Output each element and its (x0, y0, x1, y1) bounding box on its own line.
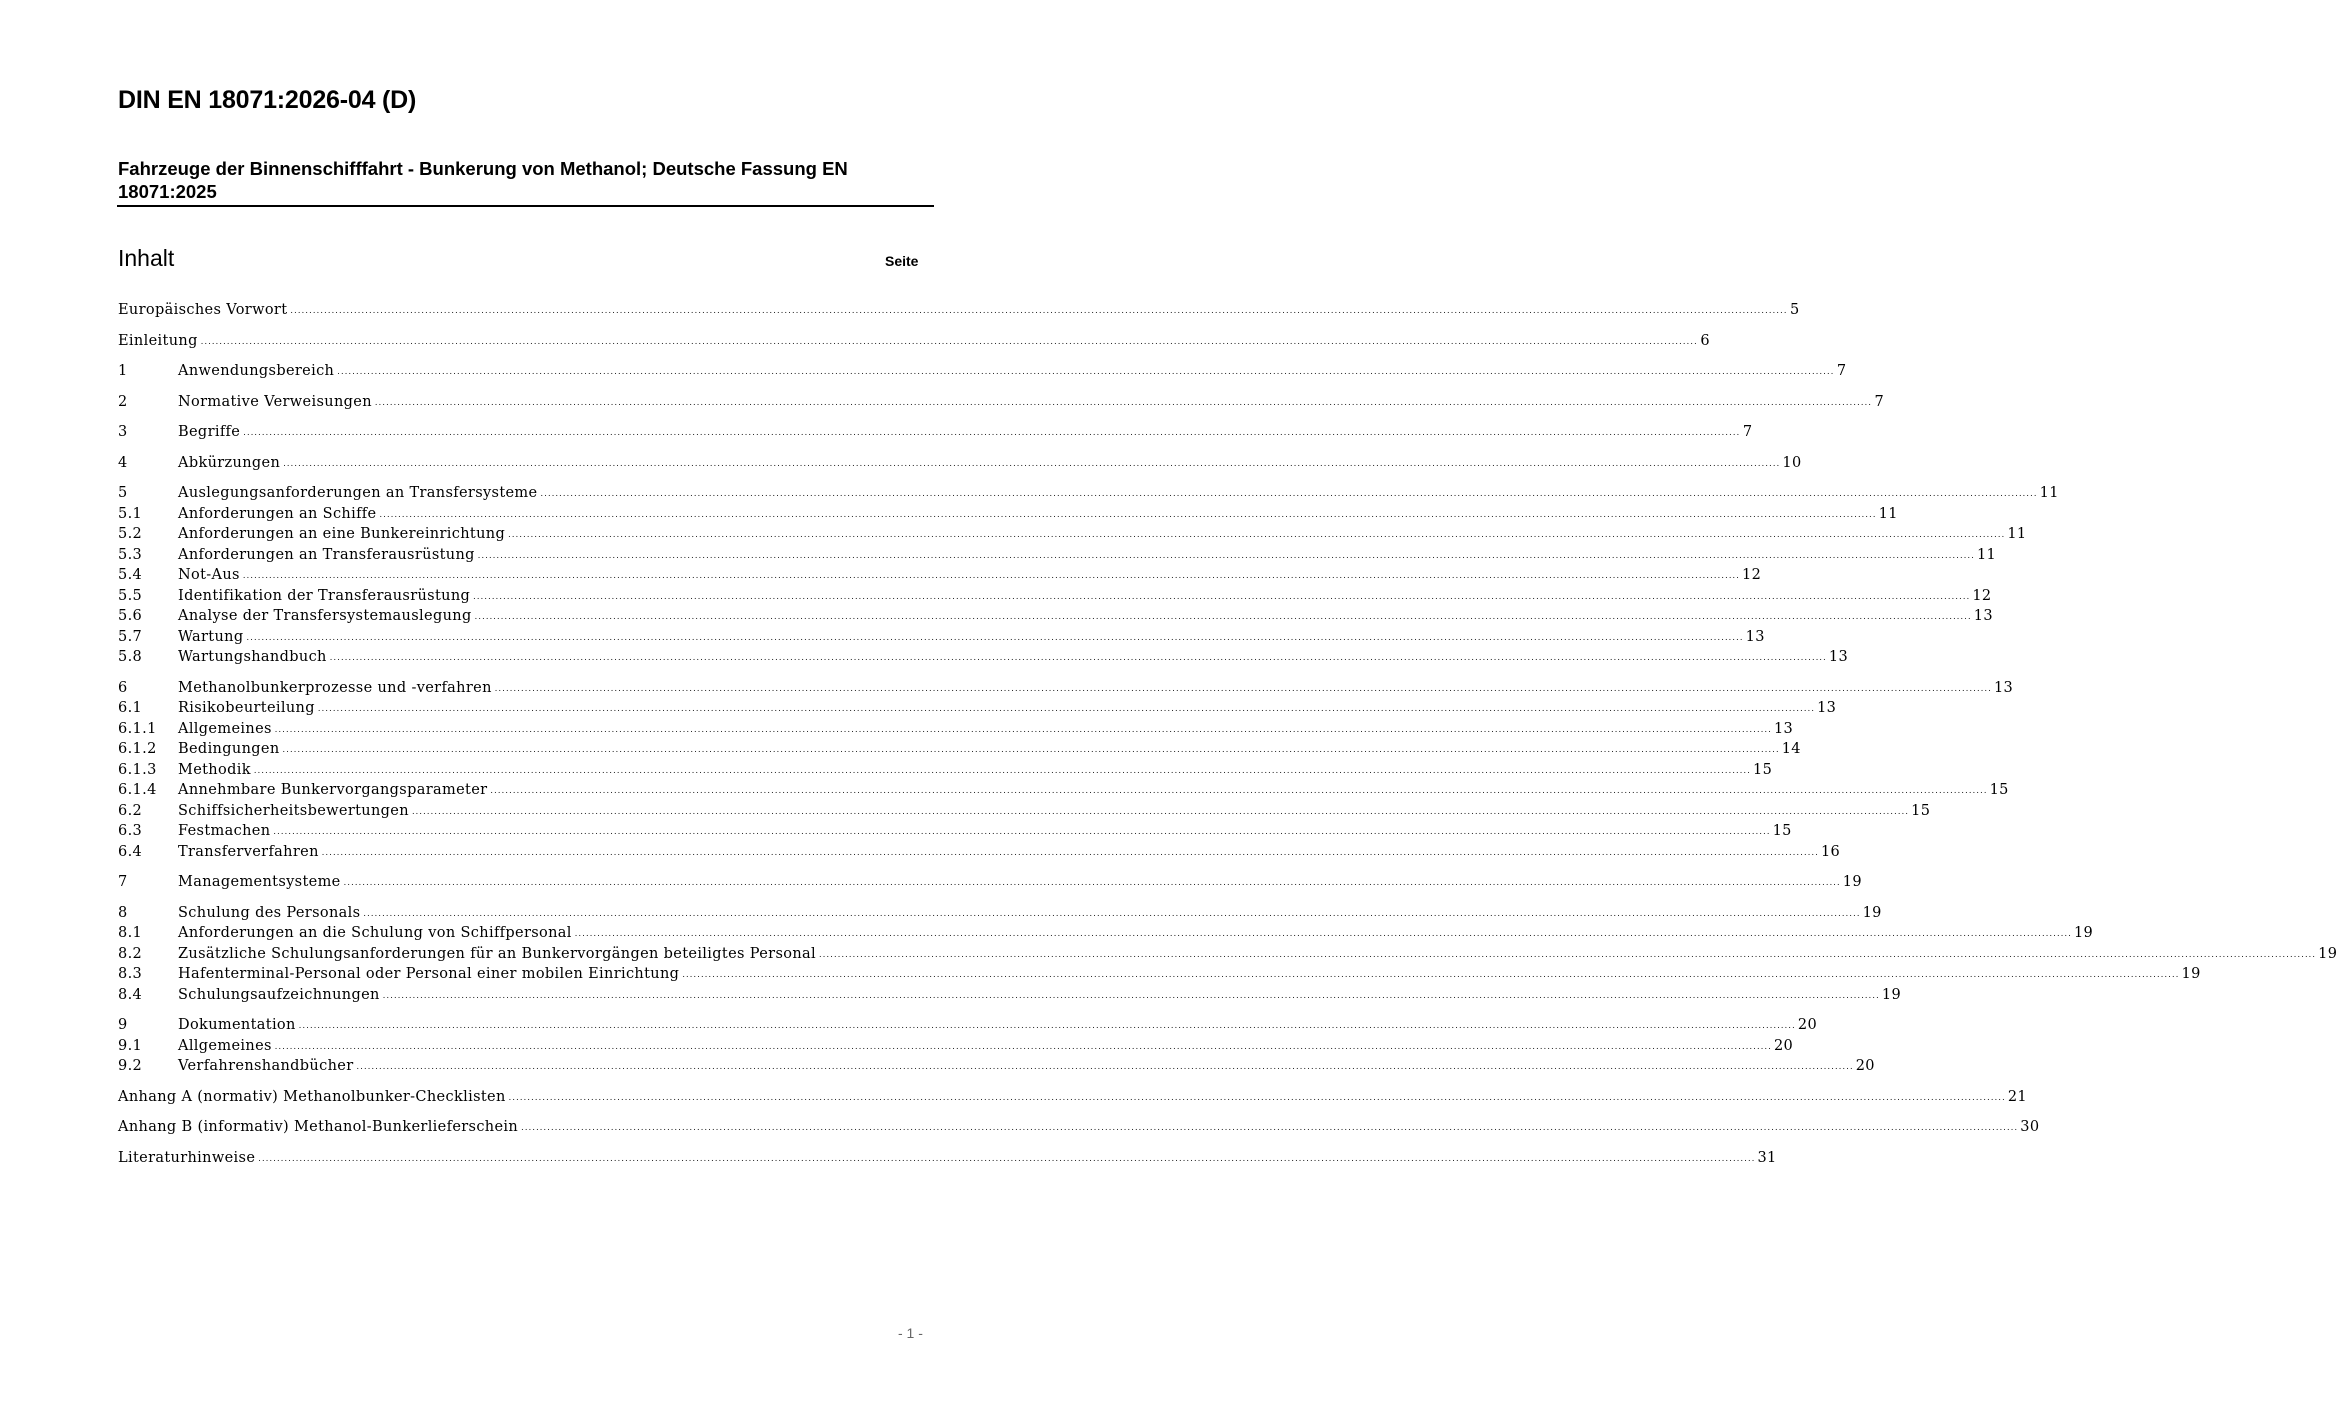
toc-entry-title: Risikobeurteilung (178, 700, 315, 716)
toc-entry-page: 16 (1820, 843, 1841, 860)
toc-entry-number: 8.2 (118, 945, 143, 962)
toc-entry[interactable] (118, 647, 1849, 668)
toc-entry-title: Wartung (178, 628, 244, 645)
toc-entry-page: 10 (1782, 454, 1802, 471)
toc-entry-number: 6 (118, 679, 128, 696)
toc-entry-page: 7 (1836, 363, 1847, 379)
toc-entry-number: 6.3 (118, 823, 143, 839)
toc-entry-number: 9 (118, 1017, 128, 1033)
document-subtitle: Fahrzeuge der Binnenschifffahrt - Bunkerung von Methanol; Deutsche Fassung EN 18071:2025 (118, 158, 848, 202)
toc-dot-leader: ................................................................................................................................................................................................................................................................................................................................................................................................................ (274, 1041, 1772, 1051)
toc-entry-title: Allgemeines (178, 1037, 272, 1054)
toc-entry[interactable] (118, 1148, 1777, 1169)
toc-entry-page: 19 (1842, 874, 1862, 890)
toc-dot-leader: ................................................................................................................................................................................................................................................................................................................................................................................................................ (411, 806, 1910, 816)
toc-entry-title: Wartungshandbuch (178, 649, 327, 665)
document-title: DIN EN 18071:2026-04 (D) (118, 86, 417, 114)
toc-entry-page: 14 (1781, 741, 1801, 757)
toc-entry-number: 5.8 (118, 649, 143, 665)
toc-dot-leader: ................................................................................................................................................................................................................................................................................................................................................................................................................ (818, 949, 2317, 959)
toc-entry-page: 6 (1700, 332, 1710, 349)
toc-dot-leader: ................................................................................................................................................................................................................................................................................................................................................................................................................ (200, 336, 1698, 346)
toc-entry[interactable] (118, 872, 1862, 893)
toc-entry[interactable] (118, 1036, 1794, 1057)
toc-dot-leader: ................................................................................................................................................................................................................................................................................................................................................................................................................ (246, 632, 1744, 642)
toc-entry[interactable] (118, 1087, 2028, 1108)
toc-entry-page: 19 (2073, 925, 2094, 941)
toc-entry-page: 20 (1797, 1017, 1818, 1033)
toc-entry-number: 4 (118, 454, 128, 471)
toc-entry[interactable] (118, 760, 1773, 781)
toc-entry-title: Anwendungsbereich (178, 363, 335, 379)
toc-entry-title: Hafenterminal-Personal oder Personal einer mobilen Einrichtung (178, 966, 680, 982)
toc-dot-leader: ................................................................................................................................................................................................................................................................................................................................................................................................................ (682, 970, 2180, 979)
toc-entry-title: Verfahrenshandbücher (178, 1058, 354, 1074)
toc-entry-page: 7 (1874, 393, 1885, 410)
toc-entry-number: 6.4 (118, 843, 143, 860)
toc-dot-leader: ................................................................................................................................................................................................................................................................................................................................................................................................................ (343, 878, 1841, 887)
toc-entry-number: 5.2 (118, 526, 143, 542)
toc-entry-number: 9.2 (118, 1058, 143, 1074)
toc-entry[interactable] (118, 331, 1710, 352)
toc-dot-leader: ................................................................................................................................................................................................................................................................................................................................................................................................................ (574, 929, 2072, 938)
toc-entry-number: 5.1 (118, 505, 143, 522)
toc-entry-number: 3 (118, 424, 128, 440)
toc-entry[interactable] (118, 300, 1800, 321)
toc-entry[interactable] (118, 985, 1902, 1006)
toc-entry-number: 1 (118, 363, 128, 379)
toc-entry-page: 31 (1757, 1149, 1777, 1166)
toc-dot-leader: ................................................................................................................................................................................................................................................................................................................................................................................................................ (283, 458, 1781, 468)
toc-dot-leader: ................................................................................................................................................................................................................................................................................................................................................................................................................ (282, 745, 1780, 754)
page-number: - 1 - (898, 1325, 923, 1341)
toc-entry-number: 6.1.1 (118, 720, 157, 737)
toc-entry-title: Methanolbunkerprozesse und -verfahren (178, 679, 492, 696)
toc-entry-number: 5.3 (118, 546, 143, 563)
toc-entry[interactable] (118, 453, 1802, 474)
toc-entry-number: 6.1 (118, 700, 143, 716)
toc-entry-page: 13 (1773, 720, 1794, 737)
toc-entry-title: Identifikation der Transferausrüstung (178, 587, 471, 604)
toc-dot-leader: ................................................................................................................................................................................................................................................................................................................................................................................................................ (490, 786, 1988, 795)
toc-entry-number: 5.6 (118, 608, 143, 624)
toc-entry[interactable] (118, 1015, 1818, 1036)
toc-entry[interactable] (118, 627, 1765, 648)
toc-entry[interactable] (118, 944, 2337, 965)
toc-entry-page: 15 (1989, 782, 2009, 798)
toc-entry-title: Anforderungen an Schiffe (178, 505, 377, 522)
toc-dot-leader: ................................................................................................................................................................................................................................................................................................................................................................................................................ (321, 847, 1819, 857)
toc-entry-title: Schiffsicherheitsbewertungen (178, 802, 409, 819)
toc-entry-page: 15 (1753, 761, 1773, 778)
toc-entry[interactable] (118, 801, 1931, 822)
toc-heading: Inhalt (118, 245, 175, 271)
toc-entry-page: 21 (2007, 1088, 2028, 1105)
toc-entry-number: 6.1.4 (118, 782, 157, 798)
toc-entry-title: Annehmbare Bunkervorgangsparameter (178, 782, 488, 798)
toc-entry-title: Allgemeines (178, 720, 272, 737)
toc-dot-leader: ................................................................................................................................................................................................................................................................................................................................................................................................................ (298, 1021, 1796, 1030)
toc-dot-leader: ................................................................................................................................................................................................................................................................................................................................................................................................................ (521, 1123, 2019, 1132)
toc-dot-leader: ................................................................................................................................................................................................................................................................................................................................................................................................................ (356, 1062, 1854, 1071)
toc-entry-number: 5 (118, 485, 128, 501)
toc-dot-leader: ................................................................................................................................................................................................................................................................................................................................................................................................................ (337, 367, 1835, 376)
toc-dot-leader: ................................................................................................................................................................................................................................................................................................................................................................................................................ (363, 908, 1861, 918)
toc-entry-page: 11 (1976, 546, 1997, 563)
toc-entry-number: 7 (118, 874, 128, 890)
toc-entry-page: 19 (1881, 986, 1902, 1003)
toc-entry-title: Transferverfahren (178, 843, 319, 860)
toc-entry[interactable] (118, 392, 1885, 413)
toc-dot-leader: ................................................................................................................................................................................................................................................................................................................................................................................................................ (473, 591, 1971, 601)
toc-entry-number: 2 (118, 393, 128, 410)
toc-entry-title: Begriffe (178, 424, 241, 440)
toc-entry-title: Einleitung (118, 332, 198, 349)
toc-entry[interactable] (118, 1117, 2040, 1138)
toc-entry[interactable] (118, 780, 2009, 801)
toc-entry[interactable] (118, 842, 1841, 863)
toc-entry-page: 20 (1773, 1037, 1794, 1054)
toc-entry-title: Anforderungen an Transferausrüstung (178, 546, 475, 563)
toc-entry-page: 11 (2039, 485, 2059, 501)
toc-dot-leader: ................................................................................................................................................................................................................................................................................................................................................................................................................ (382, 990, 1880, 1000)
toc-entry[interactable] (118, 698, 1837, 719)
toc-entry-page: 12 (1972, 587, 1992, 604)
toc-entry-page: 19 (2181, 966, 2201, 982)
toc-dot-leader: ................................................................................................................................................................................................................................................................................................................................................................................................................ (477, 550, 1975, 560)
toc-entry-page: 20 (1855, 1058, 1875, 1074)
toc-entry[interactable] (118, 678, 2014, 699)
toc-entry-page: 13 (1973, 608, 1993, 624)
toc-entry[interactable] (118, 361, 1847, 382)
toc-entry-title: Literaturhinweise (118, 1149, 256, 1166)
toc-entry-page: 15 (1772, 823, 1792, 839)
toc-entry[interactable] (118, 586, 1992, 607)
toc-entry-title: Anforderungen an die Schulung von Schiffpersonal (178, 925, 572, 941)
toc-entry-number: 5.5 (118, 587, 143, 604)
toc-entry-number: 8.3 (118, 966, 143, 982)
toc-entry-number: 6.1.2 (118, 741, 157, 757)
toc-entry-page: 12 (1742, 567, 1762, 583)
toc-entry-page: 13 (1993, 679, 2014, 696)
toc-entry-page: 7 (1742, 424, 1753, 440)
toc-entry[interactable] (118, 1056, 1875, 1077)
toc-entry[interactable] (118, 964, 2201, 985)
toc-entry[interactable] (118, 719, 1794, 740)
toc-entry-page: 13 (1817, 700, 1837, 716)
title-divider (117, 205, 934, 207)
toc-entry-number: 5.7 (118, 628, 143, 645)
toc-dot-leader: ................................................................................................................................................................................................................................................................................................................................................................................................................ (253, 765, 1752, 775)
toc-entry[interactable] (118, 903, 1882, 924)
toc-entry-number: 9.1 (118, 1037, 143, 1054)
toc-entry-title: Auslegungsanforderungen an Transfersysteme (178, 485, 538, 501)
toc-entry[interactable] (118, 545, 1997, 566)
toc-entry-page: 13 (1828, 649, 1849, 665)
toc-entry-title: Managementsysteme (178, 874, 341, 890)
toc-entry-title: Festmachen (178, 823, 271, 839)
toc-dot-leader: ................................................................................................................................................................................................................................................................................................................................................................................................................ (374, 397, 1873, 407)
toc-entry-title: Anforderungen an eine Bunkereinrichtung (178, 526, 506, 542)
toc-entry[interactable] (118, 504, 1898, 525)
toc-entry-page: 19 (1862, 904, 1882, 921)
toc-entry[interactable] (118, 606, 1993, 627)
toc-entry[interactable] (118, 821, 1792, 842)
toc-entry-title: Schulung des Personals (178, 904, 361, 921)
toc-entry-number: 6.2 (118, 802, 143, 819)
toc-entry-number: 8.4 (118, 986, 143, 1003)
toc-entry-title: Dokumentation (178, 1017, 296, 1033)
toc-entry-title: Analyse der Transfersystemauslegung (178, 608, 472, 624)
toc-entry-page: 5 (1790, 302, 1800, 318)
toc-dot-leader: ................................................................................................................................................................................................................................................................................................................................................................................................................ (242, 571, 1741, 580)
table-of-contents (118, 300, 2337, 1168)
toc-entry-title: Abkürzungen (178, 454, 281, 471)
toc-entry-number: 6.1.3 (118, 761, 157, 778)
toc-dot-leader: ................................................................................................................................................................................................................................................................................................................................................................................................................ (329, 653, 1827, 662)
toc-entry[interactable] (118, 483, 2059, 504)
toc-entry-title: Normative Verweisungen (178, 393, 372, 410)
toc-entry[interactable] (118, 923, 2094, 944)
toc-dot-leader: ................................................................................................................................................................................................................................................................................................................................................................................................................ (494, 683, 1992, 693)
toc-entry[interactable] (118, 422, 1753, 443)
page-column-label: Seite (885, 253, 919, 269)
toc-entry[interactable] (118, 524, 2027, 545)
toc-entry[interactable] (118, 565, 1762, 586)
toc-dot-leader: ................................................................................................................................................................................................................................................................................................................................................................................................................ (258, 1153, 1756, 1163)
toc-entry-page: 30 (2020, 1119, 2040, 1135)
toc-entry-number: 8 (118, 904, 128, 921)
toc-dot-leader: ................................................................................................................................................................................................................................................................................................................................................................................................................ (273, 827, 1771, 836)
toc-entry-page: 19 (2318, 945, 2337, 962)
toc-entry-title: Methodik (178, 761, 251, 778)
toc-entry-number: 8.1 (118, 925, 143, 941)
toc-entry-page: 11 (2007, 526, 2027, 542)
toc-dot-leader: ................................................................................................................................................................................................................................................................................................................................................................................................................ (379, 509, 1877, 519)
toc-dot-leader: ................................................................................................................................................................................................................................................................................................................................................................................................................ (474, 612, 1972, 621)
toc-entry-title: Not-Aus (178, 567, 240, 583)
toc-dot-leader: ................................................................................................................................................................................................................................................................................................................................................................................................................ (317, 704, 1816, 713)
toc-dot-leader: ................................................................................................................................................................................................................................................................................................................................................................................................................ (274, 724, 1772, 734)
toc-entry-title: Anhang B (informativ) Methanol-Bunkerlieferschein (118, 1119, 519, 1135)
toc-entry-title: Bedingungen (178, 741, 280, 757)
toc-entry-page: 11 (1878, 505, 1898, 522)
toc-dot-leader: ................................................................................................................................................................................................................................................................................................................................................................................................................ (508, 530, 2006, 539)
toc-dot-leader: ................................................................................................................................................................................................................................................................................................................................................................................................................ (243, 428, 1741, 437)
toc-entry-title: Europäisches Vorwort (118, 302, 288, 318)
toc-entry[interactable] (118, 739, 1801, 760)
toc-entry-page: 13 (1745, 628, 1765, 645)
toc-dot-leader: ................................................................................................................................................................................................................................................................................................................................................................................................................ (508, 1092, 2006, 1102)
toc-dot-leader: ................................................................................................................................................................................................................................................................................................................................................................................................................ (290, 306, 1788, 315)
toc-entry-title: Zusätzliche Schulungsanforderungen für an Bunkervorgängen beteiligtes Personal (178, 945, 816, 962)
toc-entry-title: Schulungsaufzeichnungen (178, 986, 380, 1003)
toc-entry-title: Anhang A (normativ) Methanolbunker-Checklisten (118, 1088, 506, 1105)
toc-entry-page: 15 (1911, 802, 1931, 819)
toc-dot-leader: ................................................................................................................................................................................................................................................................................................................................................................................................................ (540, 489, 2038, 498)
toc-entry-number: 5.4 (118, 567, 143, 583)
